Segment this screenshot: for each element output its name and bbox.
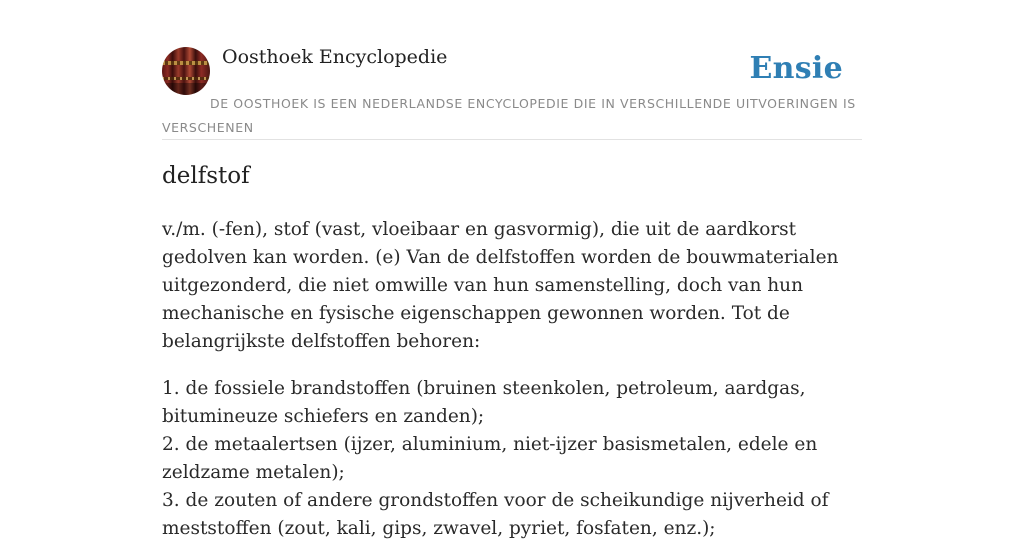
- article-paragraph: v./m. (-fen), stof (vast, vloeibaar en gasvormig), die uit de aardkorst gedolven kan worden. (e) Van de delfstoffen worden de bouwmaterialen uitgezonderd, die niet omwille van hun samenstelling, doch van hun mechanische en fysische eigenschappen gewonnen worden. Tot de belangrijkste delfstoffen behoren:: [162, 219, 839, 352]
- article-list: [162, 375, 862, 543]
- site-tagline: DE OOSTHOEK IS EEN NEDERLANDSE ENCYCLOPEDIE DIE IN VERSCHILLENDE UITVOERINGEN IS VERSCHENEN: [162, 96, 856, 135]
- header-divider: [162, 139, 862, 140]
- list-item: 1. de fossiele brandstoffen (bruinen steenkolen, petroleum, aardgas, bitumineuze schiefers en zanden);: [162, 378, 806, 427]
- ensie-logo[interactable]: Ensie: [749, 51, 843, 86]
- encyclopedia-avatar[interactable]: [162, 47, 210, 95]
- list-item: 2. de metaalertsen (ijzer, aluminium, niet-ijzer basismetalen, edele en zeldzame metalen);: [162, 434, 818, 483]
- list-item: 3. de zouten of andere grondstoffen voor de scheikundige nijverheid of meststoffen (zout, kali, gips, zwavel, pyriet, fosfaten, enz.);: [162, 490, 829, 539]
- site-name[interactable]: Oosthoek Encyclopedie: [222, 46, 448, 68]
- article-title: delfstof: [162, 163, 250, 189]
- article-body: [162, 216, 862, 543]
